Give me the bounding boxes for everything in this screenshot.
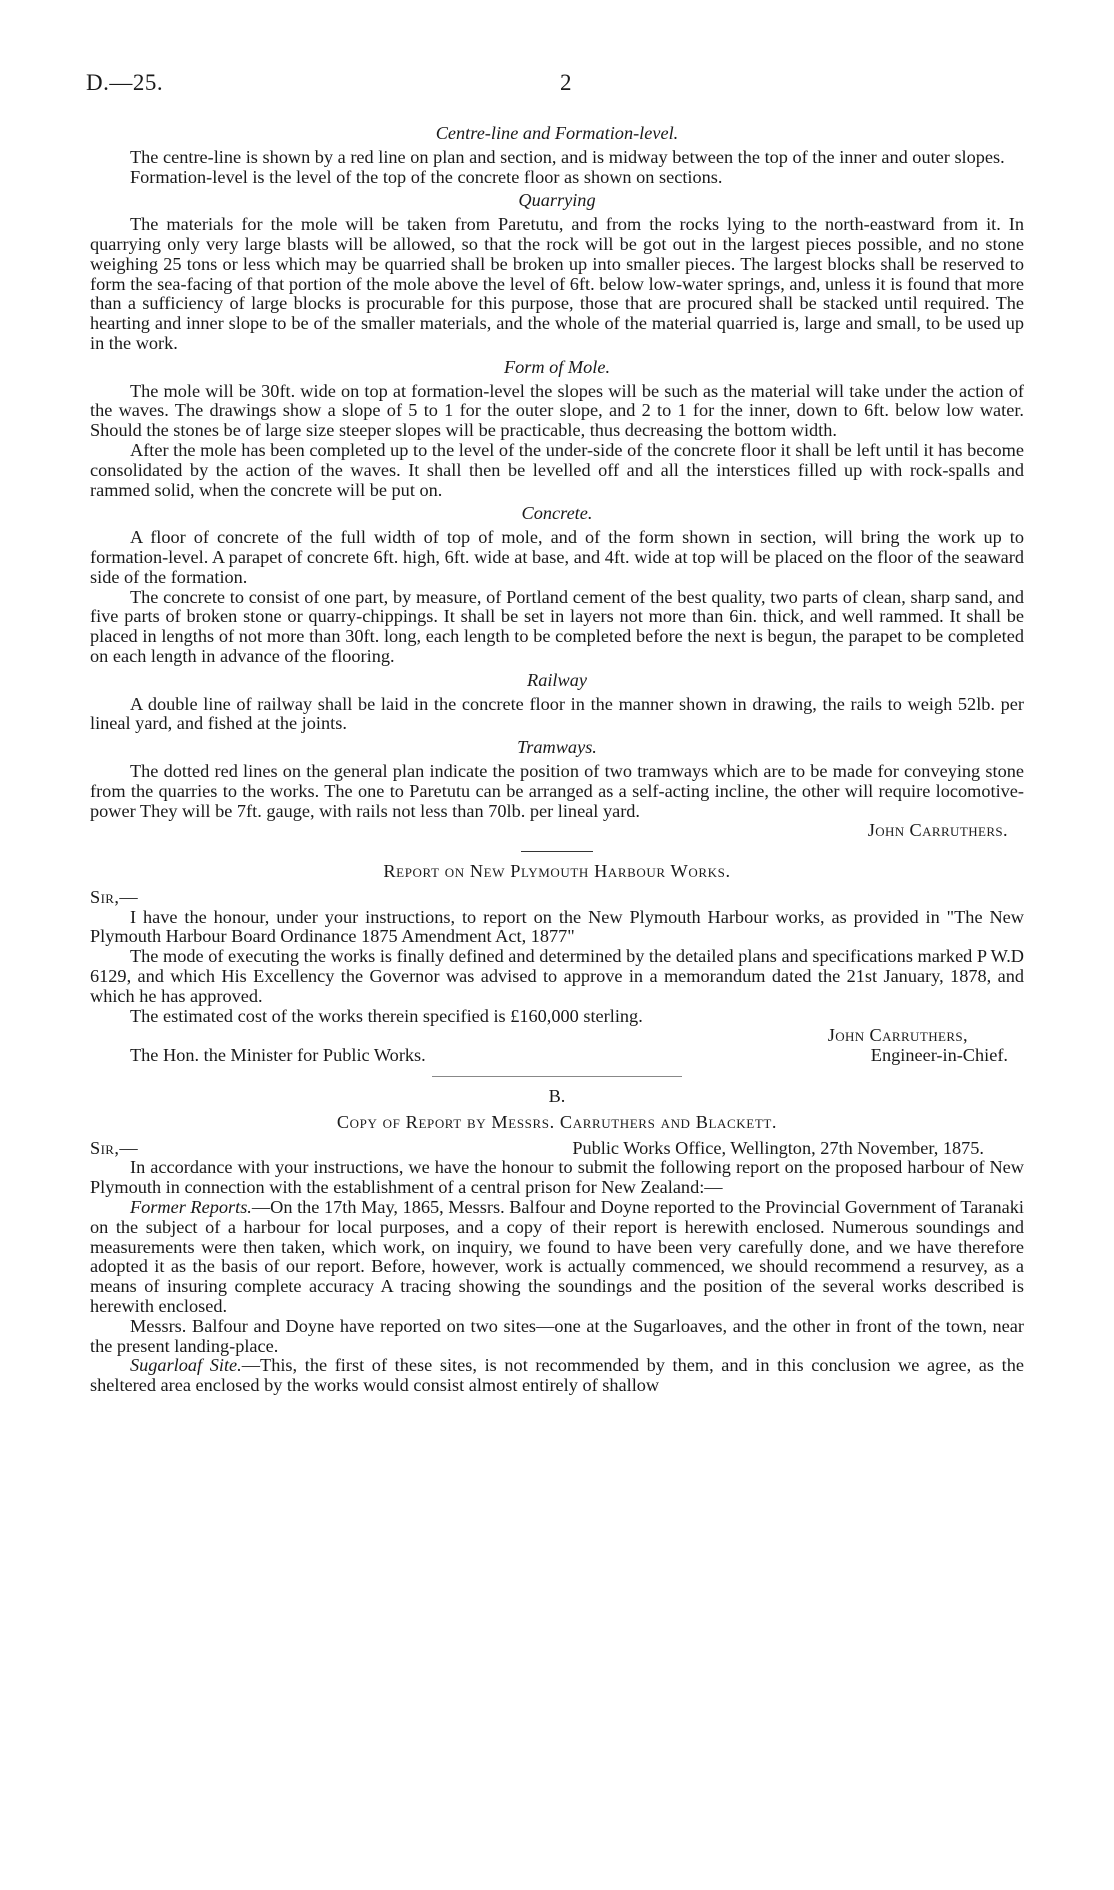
paragraph: The materials for the mole will be taken from Paretutu, and from the rocks lying to the north-eastward from it. In quarrying only very large blasts will be allowed, so that the rock will be got out in the largest pieces possible, and no stone weighing 25 tons or less which may be quarried shall be broken up into smaller pieces. The largest blocks shall be reserved to form the sea-facing of that portion of the mole above the level of 6ft. below low-water springs, and, unless it is found that more than a sufficiency of large blocks is procurable for this purpose, those that are procured shall be stacked until required. The hearting and inner slope to be of the smaller materials, and the whole of the material quarried is, large and small, to be used up in the work. xyxy=(90,214,1024,353)
section-heading-form-of-mole: Form of Mole. xyxy=(503,356,611,377)
paragraph: The concrete to consist of one part, by measure, of Portland cement of the best quality, two parts of clean, sharp sand, and five parts of broken stone or quarry-chippings. It shall be set in layers not more than 6in. thick, and well rammed. It shall be placed in lengths of not more than 30ft. long, each length to be completed before the next is begun, the parapet to be completed on each length in advance of the flooring. xyxy=(90,586,1024,666)
salutation: Sir,— xyxy=(90,886,139,907)
section-heading-quarrying: Quarrying xyxy=(518,190,596,211)
paragraph: I have the honour, under your instructions, to report on the New Plymouth Harbour works, as provided in "The New Plymouth Harbour Board Ordinance 1875 Amendment Act, 1877" xyxy=(90,906,1024,947)
paragraph: A double line of railway shall be laid in the concrete floor in the manner shown in drawing, the rails to weigh 52lb. per lineal yard, and fished at the joints. xyxy=(90,693,1024,734)
section-heading-railway: Railway xyxy=(527,669,587,690)
paragraph: The estimated cost of the works therein specified is £160,000 sterling. xyxy=(130,1005,643,1026)
signature: John Carruthers. xyxy=(867,820,1008,841)
page-number: 2 xyxy=(560,70,572,95)
run-in-heading: Sugarloaf Site. xyxy=(130,1355,242,1376)
paragraph: The dotted red lines on the general plan indicate the position of two tramways which are to be made for conveying stone from the quarries to the works. The one to Paretutu can be arranged as a self-acting incline, the other will require locomotive-power They will be 7ft. gauge, with rails not less than 70lb. per lineal yard. xyxy=(90,760,1024,821)
signer-title: Engineer-in-Chief. xyxy=(870,1045,1008,1066)
document-reference: D.—25. xyxy=(86,70,164,95)
paragraph-text: —On the 17th May, 1865, Messrs. Balfour and Doyne reported to the Provincial Government of Taranaki on the subject of a harbour for local purposes, and a copy of their report is herewith enclosed. Numerous soundings and measurements were then taken, which work, on inquiry, we found to have been very carefully done, and we have therefore adopted it as the basis of our report. Before, however, work is actually commenced, we should recommend a resurvey, as a means of insuring complete accuracy A tracing showing the soundings and the position of the several works described is herewith enclosed. xyxy=(90,1197,1024,1317)
paragraph: The centre-line is shown by a red line on plan and section, and is midway between the top of the inner and outer slopes. xyxy=(130,146,1005,167)
signer-name: John Carruthers, xyxy=(827,1025,968,1046)
signature-block xyxy=(90,821,1024,841)
divider xyxy=(521,851,593,852)
section-heading-tramways: Tramways. xyxy=(517,737,597,758)
paragraph xyxy=(90,1198,1024,1317)
paragraph: The mode of executing the works is finally defined and determined by the detailed plans and specifications marked P W.D 6129, and which His Excellency the Governor was advised to approve in a memorandum dated the 21st January, 1878, and which he has approved. xyxy=(90,946,1024,1006)
paragraph: In accordance with your instructions, we have the honour to submit the following report on the proposed harbour of New Plymouth in connection with the establishment of a central prison for New Zealand:— xyxy=(90,1157,1024,1198)
paragraph-text: —This, the first of these sites, is not recommended by them, and in this conclusion we agree, as the sheltered area enclosed by the works would consist almost entirely of shallow xyxy=(90,1355,1024,1396)
paragraph: After the mole has been completed up to the level of the under-side of the concrete floor it shall be left until it has become consolidated by the action of the waves. It shall then be levelled off and all the interstices filled up with rock-spalls and rammed solid, when the concrete will be put on. xyxy=(90,439,1024,500)
addressee-line xyxy=(90,1046,1024,1066)
appendix-title: Copy of Report by Messrs. Carruthers and Blackett. xyxy=(336,1111,778,1132)
salutation: Sir,— xyxy=(90,1137,139,1158)
paragraph: A floor of concrete of the full width of top of mole, and of the form shown in section, will bring the work up to formation-level. A parapet of concrete 6ft. high, 6ft. wide at base, and 4ft. wide at top will be placed on the floor of the seaward side of the formation. xyxy=(90,527,1024,587)
report-title: Report on New Plymouth Harbour Works. xyxy=(383,861,731,882)
section-heading-concrete: Concrete. xyxy=(521,503,593,524)
dateline: Public Works Office, Wellington, 27th November, 1875. xyxy=(572,1137,984,1158)
paragraph: Messrs. Balfour and Doyne have reported on two sites—one at the Sugarloaves, and the other in front of the town, near the present landing-place. xyxy=(90,1315,1024,1356)
divider xyxy=(432,1076,682,1077)
paragraph xyxy=(90,1356,1024,1396)
paragraph: The mole will be 30ft. wide on top at formation-level the slopes will be such as the material will take under the action of the waves. The drawings show a slope of 5 to 1 for the outer slope, and 2 to 1 for the inner, down to 6ft. below low water. Should the stones be of large size steeper slopes will be practicable, thus decreasing the bottom width. xyxy=(90,380,1024,441)
section-heading-centre-line: Centre-line and Formation-level. xyxy=(435,123,679,143)
paragraph: Formation-level is the level of the top of the concrete floor as shown on sections. xyxy=(130,166,723,187)
addressee: The Hon. the Minister for Public Works. xyxy=(130,1045,426,1066)
page-header xyxy=(86,70,1026,106)
salutation-dateline xyxy=(90,1139,1024,1159)
appendix-letter: B. xyxy=(548,1086,566,1107)
document-body xyxy=(90,120,1024,1396)
signer-line xyxy=(90,1026,1024,1046)
run-in-heading: Former Reports. xyxy=(130,1197,252,1218)
